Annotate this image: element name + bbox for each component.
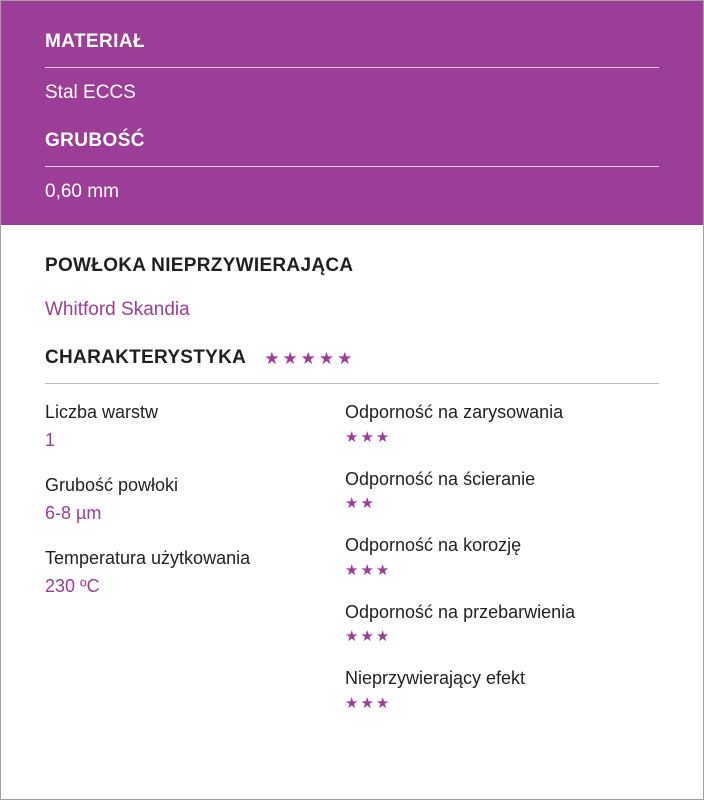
- property-label: Odporność na przebarwienia: [345, 601, 576, 622]
- property-label: Nieprzywierający efekt: [345, 668, 526, 689]
- spec-item: [45, 548, 345, 597]
- spec-value: 6-8 µm: [45, 502, 102, 523]
- property-label: Odporność na zarysowania: [345, 402, 564, 422]
- spec-label: Temperatura użytkowania: [45, 548, 251, 569]
- spec-item: [45, 475, 345, 524]
- characteristics-row: [45, 347, 659, 369]
- section-divider: [45, 383, 659, 384]
- coating-brand: Whitford Skandia: [45, 299, 190, 320]
- property-label: Odporność na ścieranie: [345, 468, 536, 489]
- property-item: [345, 469, 659, 512]
- properties-column: [345, 402, 659, 735]
- specs-column: [45, 402, 345, 735]
- thickness-value: 0,60 mm: [45, 181, 119, 202]
- thickness-label: GRUBOŚĆ: [45, 130, 145, 151]
- property-item: [345, 402, 659, 445]
- property-label: Odporność na korozję: [345, 535, 522, 556]
- specs-columns: [45, 402, 659, 735]
- property-item: [345, 668, 659, 711]
- spec-label: Liczba warstw: [45, 402, 159, 422]
- material-value: Stal ECCS: [45, 82, 136, 103]
- header-divider-2: [45, 166, 659, 167]
- details-panel: [1, 225, 703, 735]
- property-rating-stars: ★★★: [345, 694, 392, 712]
- spec-value: 1: [45, 429, 56, 450]
- header-panel: [1, 1, 703, 225]
- property-item: [345, 602, 659, 645]
- property-rating-stars: ★★: [345, 495, 376, 513]
- property-rating-stars: ★★★: [345, 428, 392, 446]
- property-rating-stars: ★★★: [345, 561, 392, 579]
- characteristics-rating-stars: ★★★★★: [264, 348, 356, 368]
- property-item: [345, 535, 659, 578]
- header-divider-1: [45, 67, 659, 68]
- material-label: MATERIAŁ: [45, 31, 145, 52]
- spec-item: [45, 402, 345, 451]
- property-rating-stars: ★★★: [345, 628, 392, 646]
- spec-value: 230 ºC: [45, 575, 100, 596]
- coating-title: POWŁOKA NIEPRZYWIERAJĄCA: [45, 255, 354, 276]
- characteristics-label: CHARAKTERYSTYKA: [45, 347, 247, 368]
- spec-label: Grubość powłoki: [45, 475, 179, 496]
